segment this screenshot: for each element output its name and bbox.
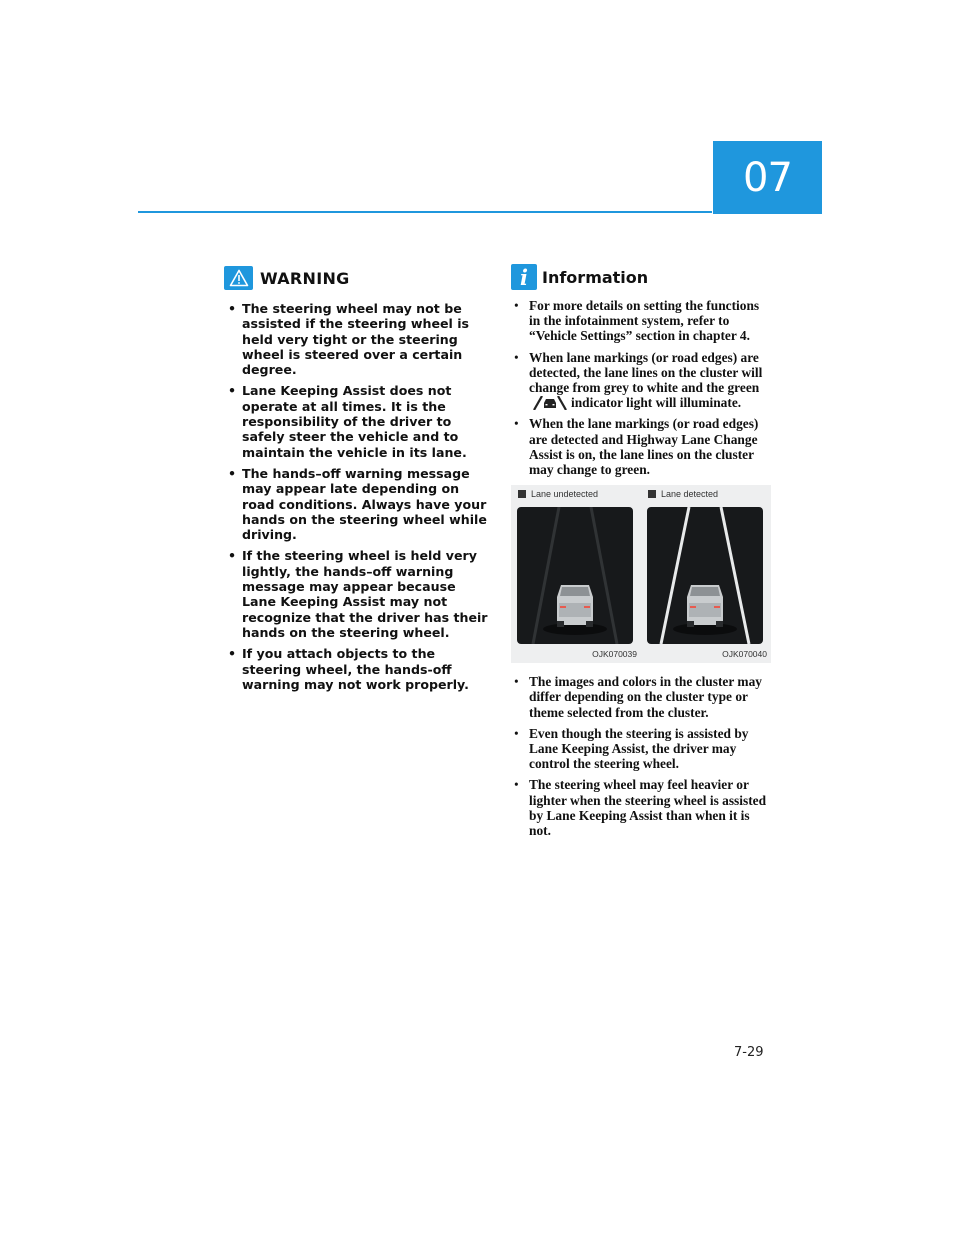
warning-title: WARNING: [260, 268, 350, 288]
information-list-top: [511, 298, 771, 477]
panel-label-text: Lane undetected: [531, 489, 599, 500]
square-bullet-icon: [648, 490, 656, 498]
list-item: • The steering wheel may feel heavier or lighter when the steering wheel is assisted by Lane Keeping Assist than when it is not.: [511, 777, 771, 838]
figure-panel-lane-detected: [641, 485, 771, 663]
page-number: 7-29: [734, 1045, 764, 1060]
list-item: • When the lane markings (or road edges) are detected and Highway Lane Change Assist is on, the lane lines on the cluster may change to green.: [511, 416, 771, 477]
item-text: When lane markings (or road edges) are detected, the lane lines on the cluster will change from grey to white and the green: [529, 349, 763, 396]
warning-list: [224, 301, 494, 692]
warning-box: [224, 266, 494, 698]
chapter-number: 07: [743, 154, 792, 201]
list-item: • If the steering wheel is held very lightly, the hands–off warning message may appear because Lane Keeping Assist may not recognize that the driver has their hands on the steering wheel.: [224, 548, 494, 640]
figure-code: OJK070040: [722, 649, 767, 660]
figure-code: OJK070039: [592, 649, 637, 660]
list-item: [511, 350, 771, 411]
square-bullet-icon: [518, 490, 526, 498]
list-item: • For more details on setting the functions in the infotainment system, refer to “Vehicle Settings” section in chapter 4.: [511, 298, 771, 344]
figure-panel-lane-undetected: [511, 485, 641, 663]
list-item: • Even though the steering is assisted by Lane Keeping Assist, the driver may control the steering wheel.: [511, 726, 771, 772]
warning-triangle-icon: [224, 266, 253, 290]
panel-label: [648, 489, 718, 499]
panel-label: [518, 489, 598, 499]
information-header: [511, 264, 771, 290]
header-rule: [138, 211, 712, 213]
list-item: • The images and colors in the cluster may differ depending on the cluster type or theme selected from the cluster.: [511, 674, 771, 720]
cluster-figure: [511, 485, 771, 663]
information-box: [511, 264, 771, 844]
information-title: Information: [542, 267, 649, 287]
list-item: • The steering wheel may not be assisted if the steering wheel is held very tight or the steering wheel is steered over a certain degree.: [224, 301, 494, 377]
warning-header: [224, 266, 494, 290]
info-i-icon: i: [511, 264, 537, 290]
list-item: • If you attach objects to the steering wheel, the hands-off warning may not work properly.: [224, 646, 494, 692]
information-list-bottom: [511, 674, 771, 838]
list-item: • The hands–off warning message may appear late depending on road conditions. Always have your hands on the steering wheel while driving.: [224, 466, 494, 542]
lane-keeping-indicator-icon: [531, 396, 569, 410]
panel-label-text: Lane detected: [661, 489, 719, 500]
item-text: indicator light will illuminate.: [571, 395, 742, 411]
cluster-screen: [647, 507, 763, 644]
list-item: • Lane Keeping Assist does not operate at all times. It is the responsibility of the driver to safely steer the vehicle and to maintain the vehicle in its lane.: [224, 383, 494, 459]
cluster-screen: [517, 507, 633, 644]
chapter-tab: [713, 141, 822, 214]
